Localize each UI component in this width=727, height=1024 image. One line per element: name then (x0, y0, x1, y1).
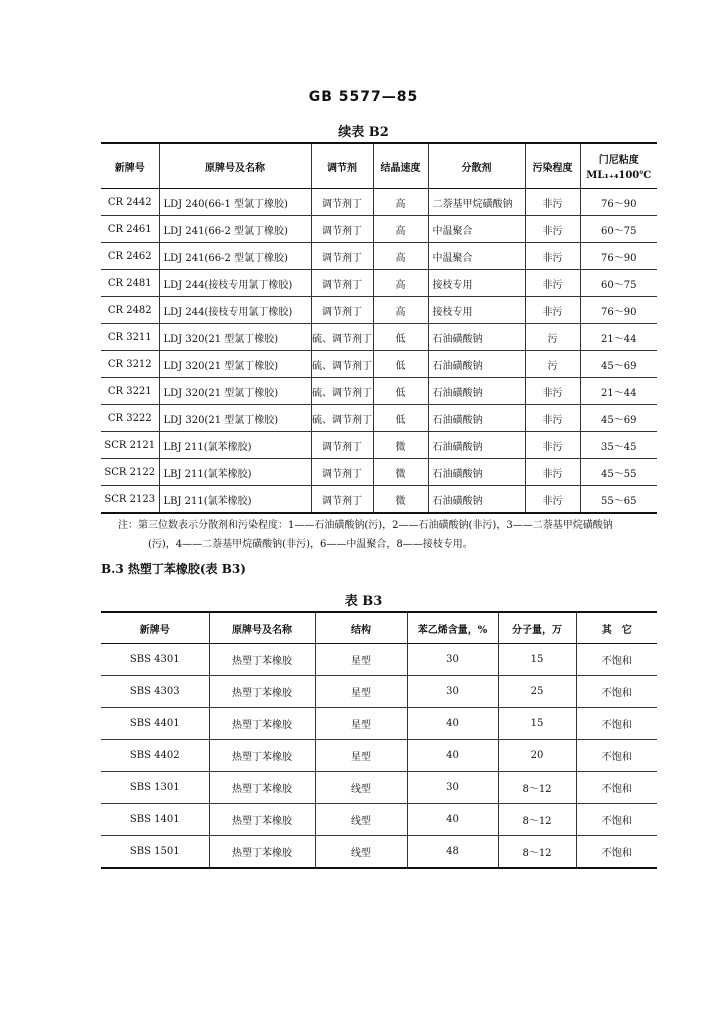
table-cell: 星型 (315, 708, 407, 740)
table-cell: 非污 (525, 405, 580, 432)
table-header-row (101, 143, 657, 189)
table-cell: 60～75 (580, 216, 657, 243)
column-header: 分散剂 (428, 143, 525, 189)
table-cell: 21～44 (580, 378, 657, 405)
table-cell: LBJ 211(氯苯橡胶) (159, 486, 311, 514)
table-row (101, 378, 657, 405)
table-cell: 高 (373, 189, 428, 216)
table-cell: 热塑丁苯橡胶 (209, 836, 315, 869)
column-header: 苯乙烯含量，% (407, 612, 498, 644)
table-cell: SCR 2121 (101, 432, 159, 459)
table-cell: CR 2461 (101, 216, 159, 243)
column-header: 结晶速度 (373, 143, 428, 189)
table-cell: LDJ 320(21 型氯丁橡胶) (159, 405, 311, 432)
table-cell: 8～12 (498, 772, 576, 804)
table-cell: 热塑丁苯橡胶 (209, 740, 315, 772)
table-cell: 不饱和 (576, 740, 657, 772)
table-cell: SBS 1401 (101, 804, 209, 836)
table-cell: SBS 1301 (101, 772, 209, 804)
table-cell: 21～44 (580, 324, 657, 351)
table-cell: 调节剂丁 (311, 189, 373, 216)
table-cell: 硫、调节剂丁 (311, 351, 373, 378)
table-cell: 非污 (525, 216, 580, 243)
table-cell: 高 (373, 270, 428, 297)
table-note (118, 516, 663, 554)
table-cell: 热塑丁苯橡胶 (209, 772, 315, 804)
table-cell: LDJ 320(21 型氯丁橡胶) (159, 324, 311, 351)
table-cell: 30 (407, 676, 498, 708)
column-header: 其 它 (576, 612, 657, 644)
table-cell: 76～90 (580, 189, 657, 216)
column-header: 原牌号及名称 (209, 612, 315, 644)
table-row (101, 459, 657, 486)
table-cell: 石油磺酸钠 (428, 378, 525, 405)
column-header: 结构 (315, 612, 407, 644)
table-cell: 调节剂丁 (311, 459, 373, 486)
table-row (101, 405, 657, 432)
table-cell: CR 2481 (101, 270, 159, 297)
table-cell: 30 (407, 772, 498, 804)
table-cell: CR 2442 (101, 189, 159, 216)
table-row (101, 486, 657, 514)
table-cell: 污 (525, 351, 580, 378)
column-header: 原牌号及名称 (159, 143, 311, 189)
table-cell: 低 (373, 378, 428, 405)
table-cell: 76～90 (580, 297, 657, 324)
table-cell: 高 (373, 297, 428, 324)
table-cell: 热塑丁苯橡胶 (209, 676, 315, 708)
table-cell: 不饱和 (576, 644, 657, 676)
column-header: 分子量，万 (498, 612, 576, 644)
table-cell: 微 (373, 459, 428, 486)
table-cell: 硫、调节剂丁 (311, 378, 373, 405)
table-cell: CR 2482 (101, 297, 159, 324)
table-cell: 60～75 (580, 270, 657, 297)
table-cell: SBS 4301 (101, 644, 209, 676)
table-cell: 高 (373, 243, 428, 270)
table-cell: 接枝专用 (428, 270, 525, 297)
table-cell: 非污 (525, 189, 580, 216)
table-cell: LDJ 244(接枝专用氯丁橡胶) (159, 297, 311, 324)
column-header: 污染程度 (525, 143, 580, 189)
table-cell: LDJ 320(21 型氯丁橡胶) (159, 351, 311, 378)
table-cell: 76～90 (580, 243, 657, 270)
table-cell: 高 (373, 216, 428, 243)
table-cell: 非污 (525, 243, 580, 270)
table-cell: 微 (373, 486, 428, 514)
table-cell: 非污 (525, 378, 580, 405)
table-cell: 星型 (315, 644, 407, 676)
table-cell: 线型 (315, 772, 407, 804)
table-cell: 石油磺酸钠 (428, 459, 525, 486)
table-cell: CR 3212 (101, 351, 159, 378)
table-cell: 15 (498, 644, 576, 676)
table-b2-caption: 续表 B2 (338, 125, 389, 140)
table-cell: SBS 4402 (101, 740, 209, 772)
page-header: GB 5577—85 (308, 89, 419, 105)
table-cell: 污 (525, 324, 580, 351)
table-cell: 8～12 (498, 836, 576, 869)
table-row (101, 836, 657, 869)
note-line: (污)，4——二萘基甲烷磺酸钠(非污)，6——中温聚合，8——接枝专用。 (148, 539, 473, 550)
table-cell: 45～69 (580, 351, 657, 378)
table-cell: 30 (407, 644, 498, 676)
table-row (101, 243, 657, 270)
table-row (101, 270, 657, 297)
table-cell: 25 (498, 676, 576, 708)
table-cell: SBS 1501 (101, 836, 209, 869)
table-cell: 45～55 (580, 459, 657, 486)
table-cell: CR 3221 (101, 378, 159, 405)
column-header-mooney (580, 143, 657, 189)
table-cell: 低 (373, 324, 428, 351)
table-cell: 45～69 (580, 405, 657, 432)
table-row (101, 324, 657, 351)
table-cell: 线型 (315, 804, 407, 836)
table-cell: 热塑丁苯橡胶 (209, 708, 315, 740)
table-cell: SCR 2123 (101, 486, 159, 514)
table-cell: LBJ 211(氯苯橡胶) (159, 459, 311, 486)
table-b3 (101, 611, 657, 869)
table-cell: 硫、调节剂丁 (311, 405, 373, 432)
table-cell: 15 (498, 708, 576, 740)
table-row (101, 351, 657, 378)
table-cell: 石油磺酸钠 (428, 432, 525, 459)
table-cell: SBS 4401 (101, 708, 209, 740)
table-cell: LDJ 241(66-2 型氯丁橡胶) (159, 243, 311, 270)
table-cell: 非污 (525, 486, 580, 514)
table-cell: 石油磺酸钠 (428, 405, 525, 432)
table-cell: 线型 (315, 836, 407, 869)
table-cell: 低 (373, 351, 428, 378)
table-cell: 不饱和 (576, 772, 657, 804)
table-cell: SCR 2122 (101, 459, 159, 486)
table-cell: LDJ 240(66-1 型氯丁橡胶) (159, 189, 311, 216)
table-cell: 石油磺酸钠 (428, 351, 525, 378)
table-cell: 非污 (525, 270, 580, 297)
table-cell: 热塑丁苯橡胶 (209, 644, 315, 676)
table-cell: 不饱和 (576, 676, 657, 708)
table-row (101, 432, 657, 459)
table-cell: 硫、调节剂丁 (311, 324, 373, 351)
table-row (101, 216, 657, 243)
table-cell: 调节剂丁 (311, 243, 373, 270)
table-cell: 48 (407, 836, 498, 869)
table-row (101, 676, 657, 708)
table-cell: LBJ 211(氯苯橡胶) (159, 432, 311, 459)
table-cell: 石油磺酸钠 (428, 324, 525, 351)
table-cell: 8～12 (498, 804, 576, 836)
table-cell: 石油磺酸钠 (428, 486, 525, 514)
table-cell: 中温聚合 (428, 216, 525, 243)
column-header: 调节剂 (311, 143, 373, 189)
table-cell: CR 3222 (101, 405, 159, 432)
table-cell: 接枝专用 (428, 297, 525, 324)
table-cell: 调节剂丁 (311, 486, 373, 514)
table-cell: 调节剂丁 (311, 270, 373, 297)
table-row (101, 772, 657, 804)
table-cell: LDJ 241(66-2 型氯丁橡胶) (159, 216, 311, 243)
table-cell: 星型 (315, 676, 407, 708)
table-cell: 20 (498, 740, 576, 772)
table-b2 (101, 142, 657, 514)
table-cell: 二萘基甲烷磺酸钠 (428, 189, 525, 216)
column-header: 新牌号 (101, 612, 209, 644)
table-cell: 调节剂丁 (311, 216, 373, 243)
table-cell: 35～45 (580, 432, 657, 459)
table-row (101, 644, 657, 676)
mooney-unit: ML₁₊₄100℃ (586, 170, 652, 181)
table-cell: 55～65 (601, 495, 637, 507)
table-cell: 中温聚合 (428, 243, 525, 270)
table-cell: 调节剂丁 (311, 297, 373, 324)
table-b3-caption: 表 B3 (344, 594, 383, 609)
table-cell: 低 (373, 405, 428, 432)
table-cell: 40 (407, 740, 498, 772)
table-cell: 40 (407, 804, 498, 836)
table-cell: CR 2462 (101, 243, 159, 270)
table-cell: 40 (407, 708, 498, 740)
note-line: 注：第三位数表示分散剂和污染程度：1——石油磺酸钠(污)，2——石油磺酸钠(非污)，3——二萘基甲烷磺酸钠 (118, 520, 613, 531)
table-cell: 微 (373, 432, 428, 459)
table-row (101, 189, 657, 216)
table-header-row (101, 612, 657, 644)
table-row (101, 804, 657, 836)
column-header: 新牌号 (101, 143, 159, 189)
table-cell: CR 3211 (101, 324, 159, 351)
section-heading-b3: B.3 热塑丁苯橡胶(表 B3) (101, 562, 246, 576)
table-cell: 非污 (525, 297, 580, 324)
table-cell: 不饱和 (576, 804, 657, 836)
table-cell: 热塑丁苯橡胶 (209, 804, 315, 836)
table-cell: SBS 4303 (101, 676, 209, 708)
table-row (101, 740, 657, 772)
mooney-label: 门尼粘度 (598, 155, 639, 166)
table-cell: 星型 (315, 740, 407, 772)
table-cell: 调节剂丁 (311, 432, 373, 459)
table-cell: 非污 (525, 432, 580, 459)
table-cell: 不饱和 (601, 848, 632, 859)
table-cell: LDJ 320(21 型氯丁橡胶) (159, 378, 311, 405)
table-cell: 不饱和 (576, 708, 657, 740)
table-row (101, 708, 657, 740)
table-cell: LDJ 244(接枝专用氯丁橡胶) (159, 270, 311, 297)
table-row (101, 297, 657, 324)
table-cell: 非污 (525, 459, 580, 486)
